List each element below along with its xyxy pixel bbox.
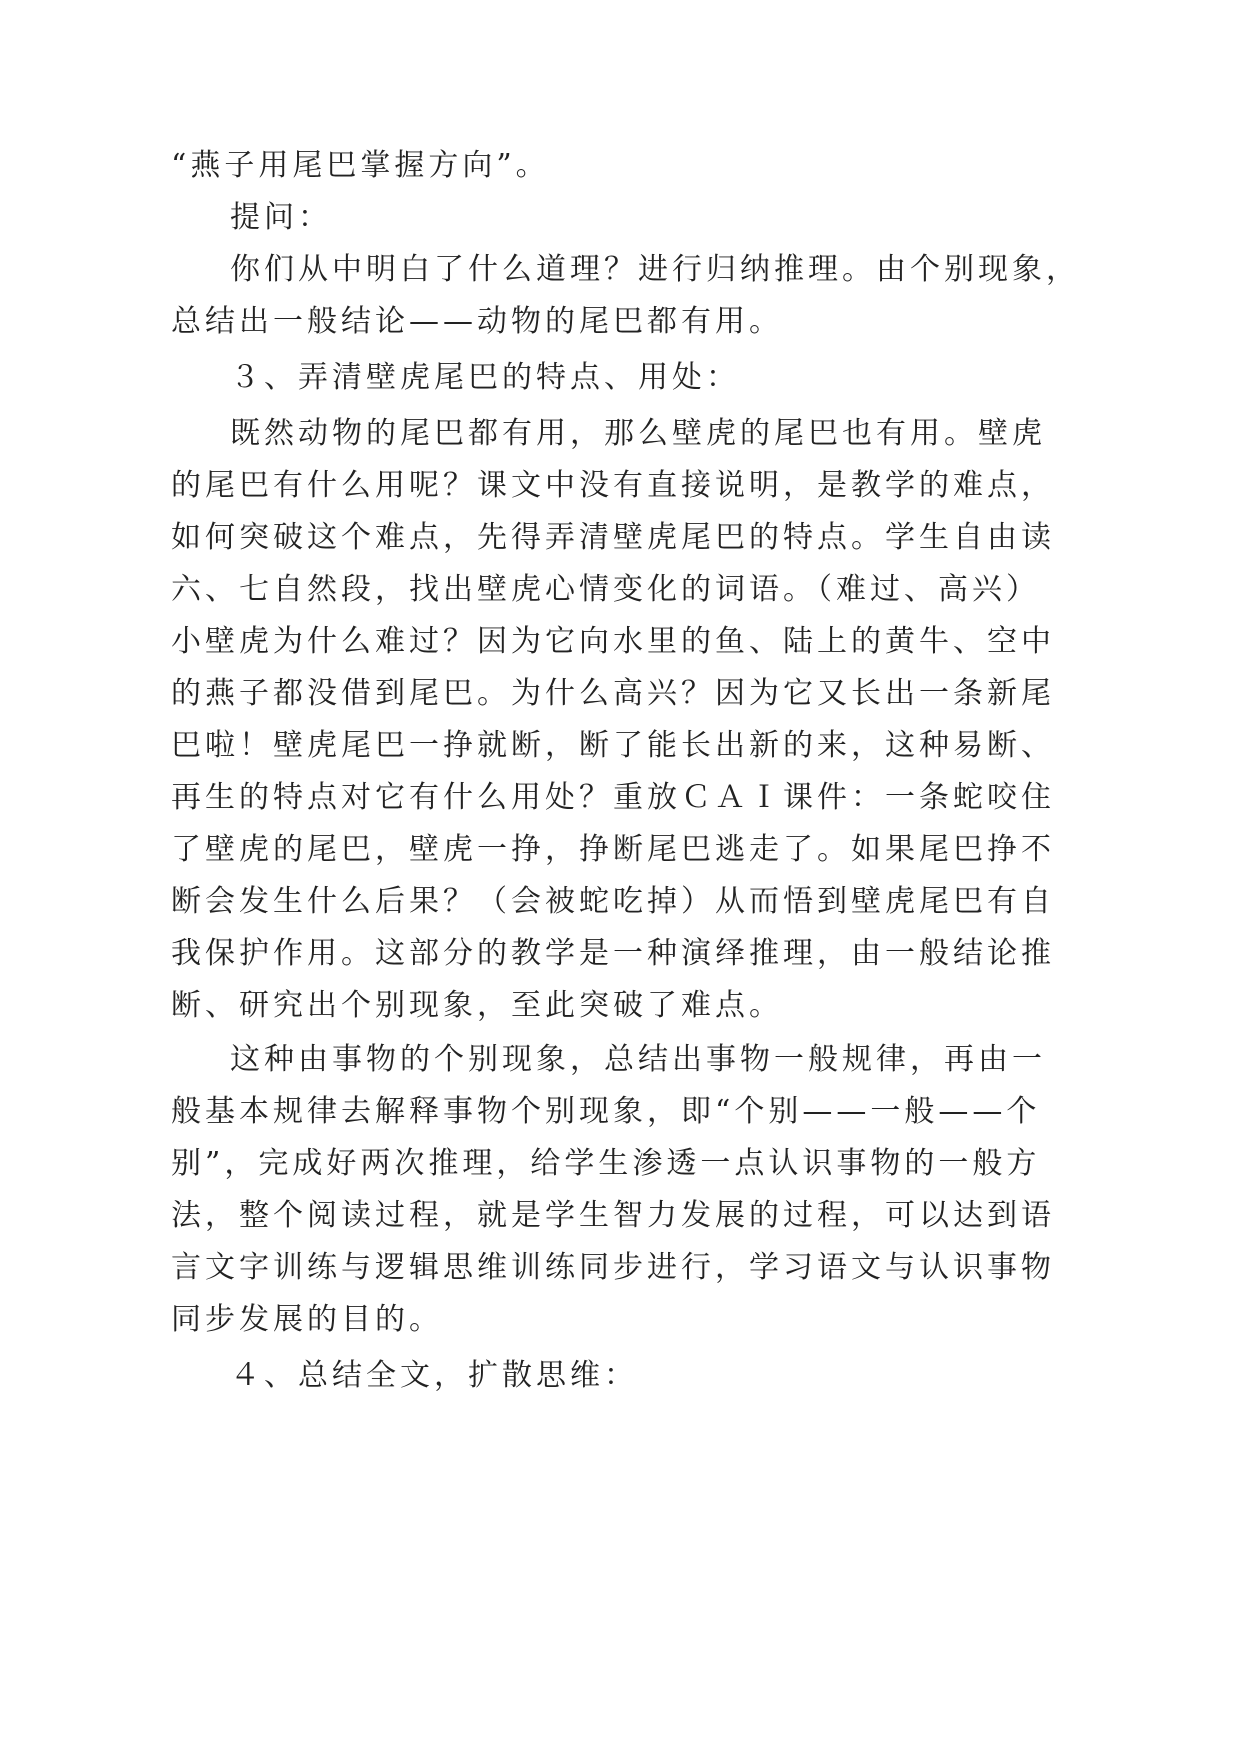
text-line: 别”，完成好两次推理，给学生渗透一点认识事物的一般方 — [171, 1146, 1041, 1181]
text-line: 法，整个阅读过程，就是学生智力发展的过程，可以达到语 — [171, 1198, 1055, 1233]
text-line: 断、研究出个别现象，至此突破了难点。 — [171, 988, 783, 1023]
text-line: 的尾巴有什么用呢？课文中没有直接说明，是教学的难点， — [171, 468, 1055, 503]
text-line: 般基本规律去解释事物个别现象，即“个别——一般——个 — [171, 1094, 1041, 1129]
section-heading: ４、总结全文，扩散思维： — [230, 1358, 638, 1393]
text-line: 言文字训练与逻辑思维训练同步进行，学习语文与认识事物 — [171, 1250, 1055, 1285]
text-line: “燕子用尾巴掌握方向”。 — [171, 148, 550, 183]
text-line: 我保护作用。这部分的教学是一种演绎推理，由一般结论推 — [171, 936, 1055, 971]
text-line: 巴啦！壁虎尾巴一挣就断，断了能长出新的来，这种易断、 — [171, 728, 1055, 763]
text-line: 提问： — [230, 200, 332, 235]
text-line: 如何突破这个难点，先得弄清壁虎尾巴的特点。学生自由读 — [171, 520, 1055, 555]
text-line: 再生的特点对它有什么用处？重放ＣＡＩ课件：一条蛇咬住 — [171, 780, 1055, 815]
text-line: 总结出一般结论——动物的尾巴都有用。 — [171, 304, 783, 339]
text-line: 既然动物的尾巴都有用，那么壁虎的尾巴也有用。壁虎 — [230, 416, 1046, 451]
text-line: 断会发生什么后果？（会被蛇吃掉）从而悟到壁虎尾巴有自 — [171, 884, 1055, 919]
text-line: 六、七自然段，找出壁虎心情变化的词语。（难过、高兴） — [171, 572, 1040, 607]
text-line: 的燕子都没借到尾巴。为什么高兴？因为它又长出一条新尾 — [171, 676, 1055, 711]
text-line: 同步发展的目的。 — [171, 1302, 443, 1337]
text-line: 小壁虎为什么难过？因为它向水里的鱼、陆上的黄牛、空中 — [171, 624, 1055, 659]
text-line: 了壁虎的尾巴，壁虎一挣，挣断尾巴逃走了。如果尾巴挣不 — [171, 832, 1055, 867]
text-line: 这种由事物的个别现象，总结出事物一般规律，再由一 — [230, 1042, 1046, 1077]
text-line: 你们从中明白了什么道理？进行归纳推理。由个别现象， — [230, 252, 1080, 287]
section-heading: ３、弄清壁虎尾巴的特点、用处： — [230, 360, 740, 395]
